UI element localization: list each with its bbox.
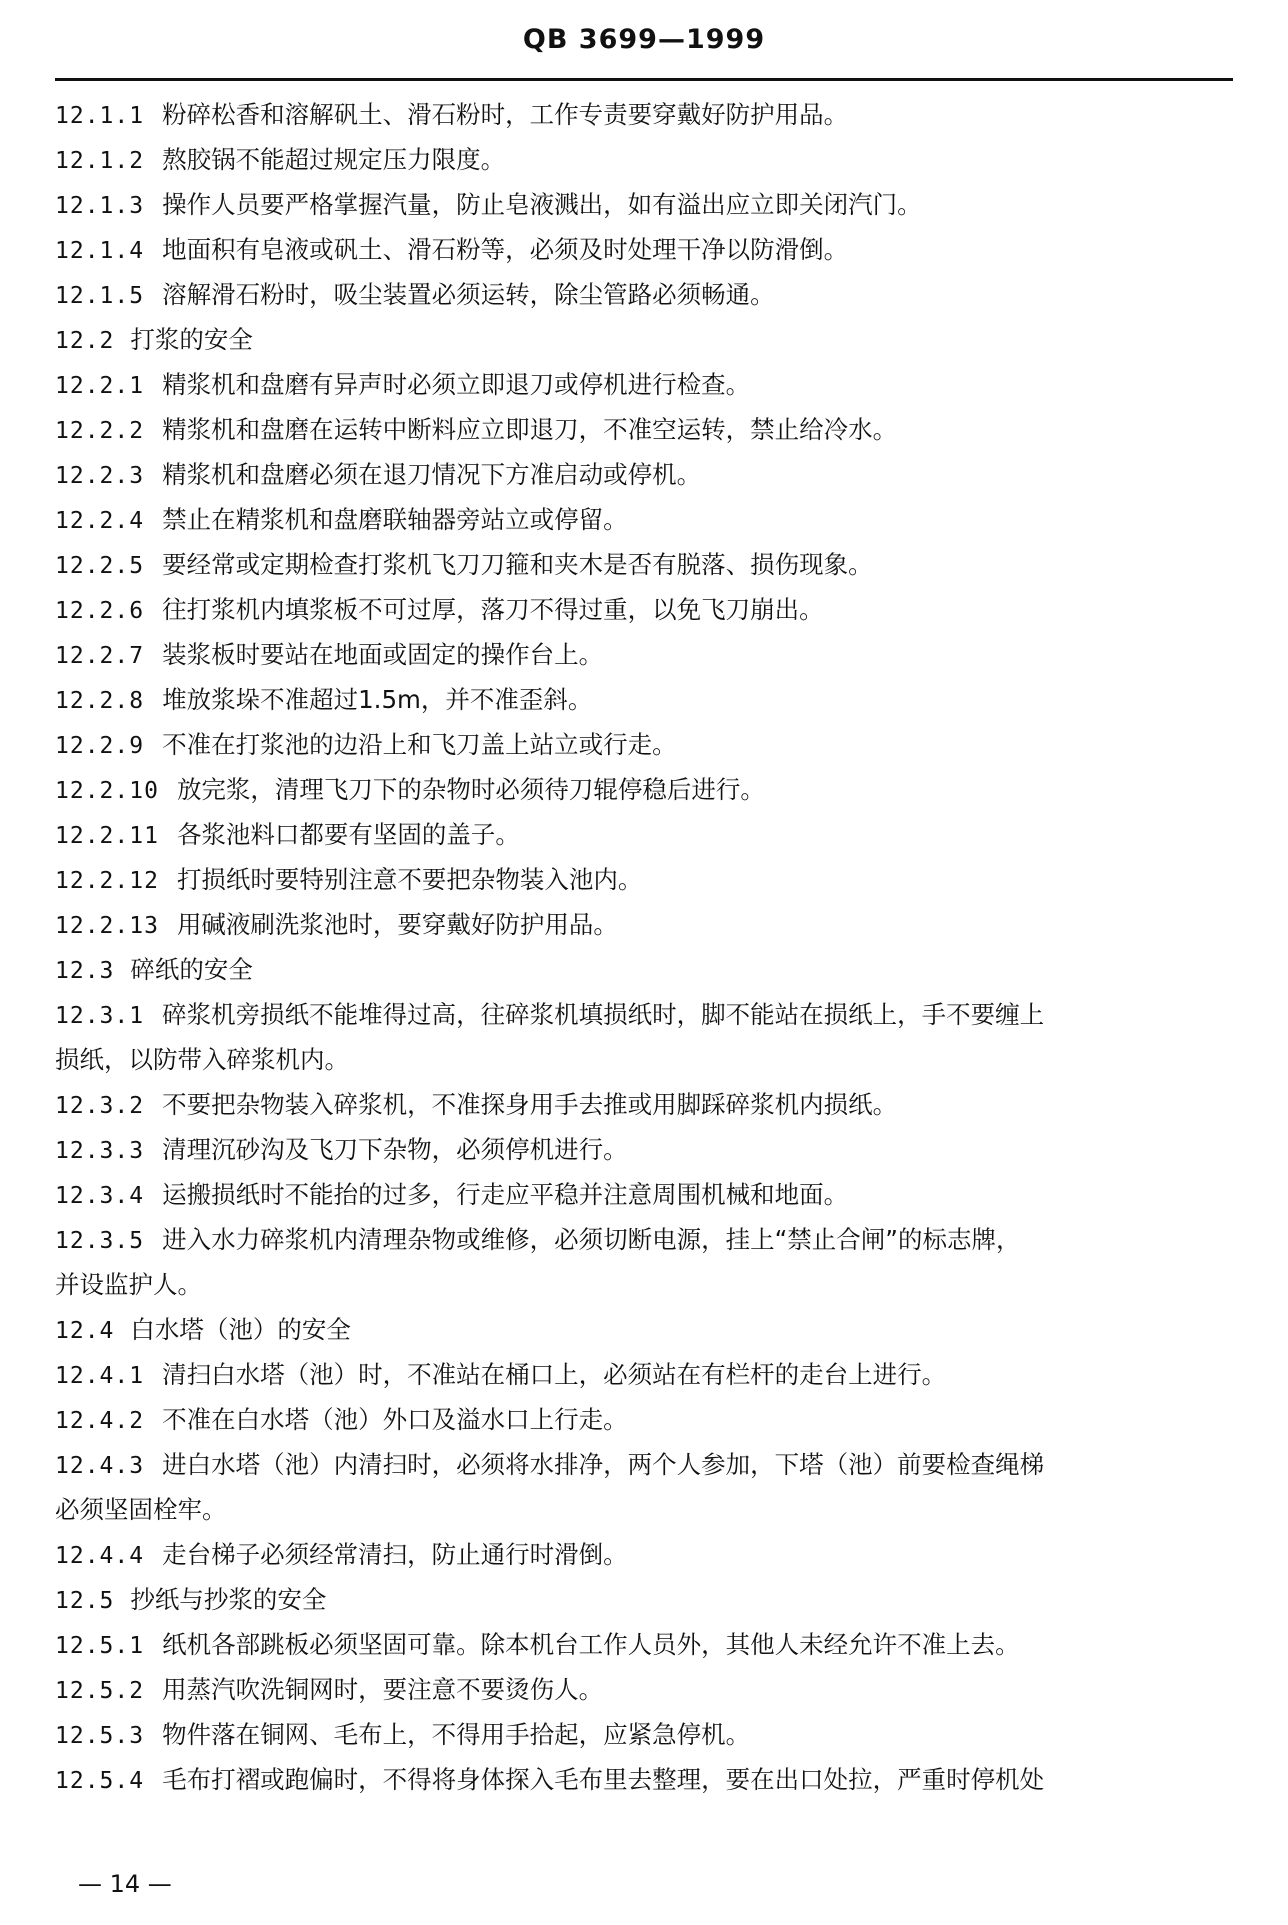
clause-text: 碎浆机旁损纸不能堆得过高，往碎浆机填损纸时，脚不能站在损纸上，手不要缠上 xyxy=(162,1000,1045,1029)
clause-number: 12.2.6 xyxy=(55,598,145,624)
clause-text: 装浆板时要站在地面或固定的操作台上。 xyxy=(162,640,604,669)
clause-text: 清理沉砂沟及飞刀下杂物，必须停机进行。 xyxy=(162,1135,628,1164)
clause-line xyxy=(55,92,1240,137)
clause-text: 粉碎松香和溶解矾土、滑石粉时，工作专责要穿戴好防护用品。 xyxy=(162,100,849,129)
clause-line xyxy=(55,767,1240,812)
clause-number: 12.2.2 xyxy=(55,418,145,444)
clause-text: 白水塔（池）的安全 xyxy=(130,1315,351,1344)
page-number: — 14 — xyxy=(78,1870,172,1898)
clause-number: 12.4.1 xyxy=(55,1363,145,1389)
clause-text: 碎纸的安全 xyxy=(130,955,253,984)
clause-text: 溶解滑石粉时，吸尘装置必须运转，除尘管路必须畅通。 xyxy=(162,280,775,309)
clause-text: 精浆机和盘磨在运转中断料应立即退刀，不准空运转，禁止给冷水。 xyxy=(162,415,898,444)
clause-text: 抄纸与抄浆的安全 xyxy=(130,1585,327,1614)
clause-text: 不准在白水塔（池）外口及溢水口上行走。 xyxy=(162,1405,628,1434)
clause-text: 各浆池料口都要有坚固的盖子。 xyxy=(176,820,520,849)
clause-number: 12.2.13 xyxy=(55,913,159,939)
clause-number: 12.3.2 xyxy=(55,1093,145,1119)
clause-number: 12.1.2 xyxy=(55,148,145,174)
clause-number: 12.3.5 xyxy=(55,1228,145,1254)
clause-line xyxy=(55,677,1240,722)
clause-text: 地面积有皂液或矾土、滑石粉等，必须及时处理干净以防滑倒。 xyxy=(162,235,849,264)
clause-number: 12.4.3 xyxy=(55,1453,145,1479)
clause-text: 纸机各部跳板必须坚固可靠。除本机台工作人员外，其他人未经允许不准上去。 xyxy=(162,1630,1020,1659)
clause-text: 操作人员要严格掌握汽量，防止皂液溅出，如有溢出应立即关闭汽门。 xyxy=(162,190,922,219)
clause-line xyxy=(55,1757,1240,1802)
clause-line xyxy=(55,497,1240,542)
clause-number: 12.3.4 xyxy=(55,1183,145,1209)
clause-number: 12.2.1 xyxy=(55,373,145,399)
section-heading xyxy=(55,947,1240,992)
clause-number: 12.2.11 xyxy=(55,823,159,849)
clause-line xyxy=(55,1442,1240,1487)
clause-text: 进白水塔（池）内清扫时，必须将水排净，两个人参加，下塔（池）前要检查绳梯 xyxy=(162,1450,1045,1479)
clause-number: 12.2.7 xyxy=(55,643,145,669)
clause-text: 禁止在精浆机和盘磨联轴器旁站立或停留。 xyxy=(162,505,628,534)
clause-text: 必须坚固栓牢。 xyxy=(55,1495,227,1524)
clause-continuation xyxy=(55,1037,1240,1082)
clause-number: 12.5 xyxy=(55,1588,115,1614)
clause-line xyxy=(55,1397,1240,1442)
clause-number: 12.2 xyxy=(55,328,115,354)
clause-text: 物件落在铜网、毛布上，不得用手拾起，应紧急停机。 xyxy=(162,1720,751,1749)
clause-number: 12.2.9 xyxy=(55,733,145,759)
clause-number: 12.3.3 xyxy=(55,1138,145,1164)
clause-text: 运搬损纸时不能抬的过多，行走应平稳并注意周围机械和地面。 xyxy=(162,1180,849,1209)
clause-text: 打浆的安全 xyxy=(130,325,253,354)
clause-text: 用蒸汽吹洗铜网时，要注意不要烫伤人。 xyxy=(162,1675,604,1704)
clause-text: 毛布打褶或跑偏时，不得将身体探入毛布里去整理，要在出口处拉，严重时停机处 xyxy=(162,1765,1045,1794)
clause-line xyxy=(55,407,1240,452)
standard-code-header: QB 3699—1999 xyxy=(522,24,766,55)
clause-text: 熬胶锅不能超过规定压力限度。 xyxy=(162,145,506,174)
clause-number: 12.2.10 xyxy=(55,778,159,804)
clause-line xyxy=(55,452,1240,497)
clause-text: 损纸，以防带入碎浆机内。 xyxy=(55,1045,349,1074)
clause-line xyxy=(55,182,1240,227)
clause-line xyxy=(55,722,1240,767)
clause-number: 12.4 xyxy=(55,1318,115,1344)
clause-number: 12.5.1 xyxy=(55,1633,145,1659)
clause-text: 不准在打浆池的边沿上和飞刀盖上站立或行走。 xyxy=(162,730,677,759)
clause-text: 不要把杂物装入碎浆机，不准探身用手去推或用脚踩碎浆机内损纸。 xyxy=(162,1090,898,1119)
clause-line xyxy=(55,857,1240,902)
clause-text: 清扫白水塔（池）时，不准站在桶口上，必须站在有栏杆的走台上进行。 xyxy=(162,1360,947,1389)
clause-number: 12.5.2 xyxy=(55,1678,145,1704)
clause-text: 用碱液刷洗浆池时，要穿戴好防护用品。 xyxy=(176,910,618,939)
clause-line xyxy=(55,632,1240,677)
clause-line xyxy=(55,227,1240,272)
clause-line xyxy=(55,587,1240,632)
clause-line xyxy=(55,272,1240,317)
clause-number: 12.1.3 xyxy=(55,193,145,219)
clause-continuation xyxy=(55,1487,1240,1532)
clause-number: 12.4.2 xyxy=(55,1408,145,1434)
clause-number: 12.1.5 xyxy=(55,283,145,309)
clause-number: 12.5.3 xyxy=(55,1723,145,1749)
section-heading xyxy=(55,1577,1240,1622)
clause-text: 走台梯子必须经常清扫，防止通行时滑倒。 xyxy=(162,1540,628,1569)
clause-line xyxy=(55,1127,1240,1172)
clause-line xyxy=(55,1667,1240,1712)
clause-text: 堆放浆垛不准超过1.5m，并不准歪斜。 xyxy=(162,685,593,714)
clause-number: 12.3.1 xyxy=(55,1003,145,1029)
clause-text: 放完浆，清理飞刀下的杂物时必须待刀辊停稳后进行。 xyxy=(176,775,765,804)
clause-text: 往打浆机内填浆板不可过厚，落刀不得过重，以免飞刀崩出。 xyxy=(162,595,824,624)
clause-line xyxy=(55,812,1240,857)
clause-number: 12.2.12 xyxy=(55,868,159,894)
clause-line xyxy=(55,1532,1240,1577)
clause-number: 12.3 xyxy=(55,958,115,984)
clause-line xyxy=(55,1082,1240,1127)
clause-line xyxy=(55,1622,1240,1667)
clause-number: 12.5.4 xyxy=(55,1768,145,1794)
clause-line xyxy=(55,1172,1240,1217)
clause-number: 12.2.4 xyxy=(55,508,145,534)
clause-text: 打损纸时要特别注意不要把杂物装入池内。 xyxy=(176,865,643,894)
clause-line xyxy=(55,902,1240,947)
clause-line xyxy=(55,1712,1240,1757)
clause-line xyxy=(55,542,1240,587)
clause-line xyxy=(55,992,1240,1037)
clause-line xyxy=(55,1217,1240,1262)
section-heading xyxy=(55,317,1240,362)
clause-number: 12.1.4 xyxy=(55,238,145,264)
clause-number: 12.2.3 xyxy=(55,463,145,489)
section-heading xyxy=(55,1307,1240,1352)
clause-number: 12.4.4 xyxy=(55,1543,145,1569)
clause-text: 并设监护人。 xyxy=(55,1270,202,1299)
clause-text: 进入水力碎浆机内清理杂物或维修，必须切断电源，挂上“禁止合闸”的标志牌， xyxy=(162,1225,1021,1254)
clause-text: 要经常或定期检查打浆机飞刀刀箍和夹木是否有脱落、损伤现象。 xyxy=(162,550,873,579)
clause-number: 12.1.1 xyxy=(55,103,145,129)
clause-number: 12.2.8 xyxy=(55,688,145,714)
clause-continuation xyxy=(55,1262,1240,1307)
clause-text: 精浆机和盘磨有异声时必须立即退刀或停机进行检查。 xyxy=(162,370,751,399)
clause-line xyxy=(55,1352,1240,1397)
clause-number: 12.2.5 xyxy=(55,553,145,579)
clause-text: 精浆机和盘磨必须在退刀情况下方准启动或停机。 xyxy=(162,460,702,489)
clause-line xyxy=(55,362,1240,407)
clause-list xyxy=(55,92,1240,1802)
header-rule xyxy=(55,78,1233,81)
clause-line xyxy=(55,137,1240,182)
